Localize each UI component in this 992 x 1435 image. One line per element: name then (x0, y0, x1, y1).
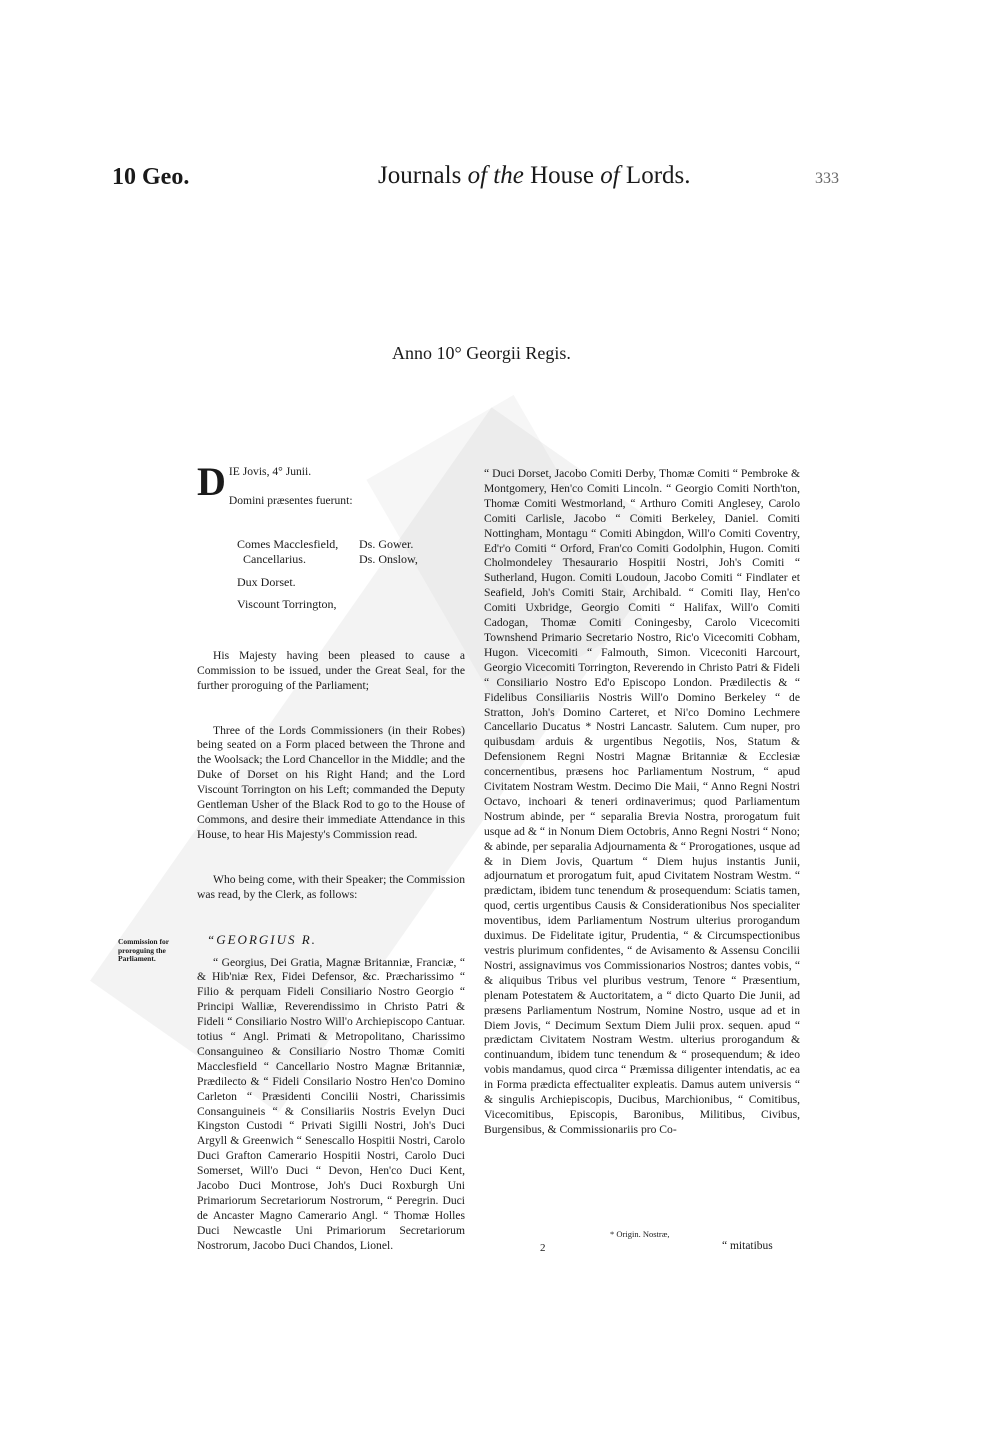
title-part-2: of (467, 162, 488, 189)
catchword: “ mitatibus (722, 1240, 773, 1252)
name-entry: Dux Dorset. (237, 574, 296, 589)
title-part-5: of (593, 162, 626, 189)
title-part-3: the (487, 162, 531, 189)
name-entry: Comes Macclesfield, (237, 536, 339, 551)
page-number: 333 (815, 170, 839, 187)
title-part-1: Journals (378, 162, 468, 189)
running-head-title (378, 162, 691, 190)
section-heading: Anno 10° Georgii Regis. (392, 343, 571, 363)
left-column (197, 459, 465, 1254)
lords-present-list (197, 537, 465, 649)
paragraph-commission-issued: His Majesty having been pleased to cause a Commission to be issued, under the Great Seal, for the further proroguing of the Parliament; (197, 648, 465, 692)
name-entry: Ds. Gower. (359, 536, 414, 551)
running-head-left: 10 Geo. (112, 164, 190, 190)
drop-cap: D (197, 459, 226, 504)
paragraph-lords-seated: Three of the Lords Commissioners (in their Robes) being seated on a Form placed between the Throne and the Woolsack; the Lord Chancellor in the Middle; and the Duke of Dorset on his Right Hand; and the Lord Viscount Torrington on his Left; commanded the Deputy Gentleman Usher of the Black Rod to go to the House of Commons, and desire their immediate Attendance in this House, to hear His Majesty's Commission read. (197, 723, 465, 841)
present-line: Domini præsentes fuerunt: (228, 493, 353, 507)
name-entry: Viscount Torrington, (237, 596, 337, 611)
commission-text-left: “ Georgius, Dei Gratia, Magnæ Britanniæ, Franciæ, “ & Hib'niæ Rex, Fidei Defensor, &c. Præcharissimo “ Filio & perquam Fideli Consiliario Nostro Georgio “ Principi Walliæ, Reverendissimo in Christo Patri & Fideli “ Consiliario Nostro Will'o Archiepiscopo Cantuar. totius “ Angl. Primati & Metropolitano, Charissimo Consanguineo & Consiliario Nostro Thomæ Comiti Macclesfield “ Cancellario Nostro Magnæ Britanniæ, Prædilecto & “ Fideli Consilario Nostro Hen'co Domino Carleton “ Præsidenti Concilii Nostri, Charissimis Consanguineis “ & Consiliariis Nostris Evelyn Duci Kingston Custodi “ Privati Sigilli Nostri, Joh's Duci Argyll & Greenwich “ Senescallo Hospitii Nostri, Carolo Duci Grafton Camerario Hospitii Nostri, Carolo Duci Somerset, Will'o Duci “ Devon, Hen'co Duci Kent, Jacobo Duci Montrose, Joh's Duci Roxburgh Uni Primariorum Secretariorum Nostrorum, “ Peregrin. Duci de Ancaster Magno Camerario Angl. “ Thomæ Holles Duci Newcastle Uni Primariorum Secretariorum Nostrorum, Jacobo Duci Chandos, Lionel. (197, 955, 465, 1252)
commission-text-right: “ Duci Dorset, Jacobo Comiti Derby, Thomæ Comiti “ Pembroke & Montgomery, Hen'co Comiti Lincoln. “ Georgio Comiti North'ton, Thomæ Comiti Westmorland, “ Arthuro Comiti Anglesey, Carolo Comiti Carlisle, Jacobo “ Comiti Berkeley, Daniel. Comiti Nottingham, Montagu “ Comiti Abingdon, Will'o Comiti Coventry, Ed'r'o Comiti “ Orford, Fran'co Comiti Godolphin, Hugon. Comiti Cholmondeley Thesaurario Hospitii Nostri, Joh's Comiti “ Sutherland, Hugon. Comiti Loudoun, Jacobo Comiti “ Findlater et Seafield, Joh's Comiti Stair, Archibald. “ Comiti Ilay, Hen'co Comiti Uxbridge, Georgio Comiti “ Halifax, Will'o Comiti Cadogan, Thomæ Comiti Coningesby, Carolo Vicecomiti Townshend Primario Secretario Nostro, Ric'o Vicecomiti Cobham, Hugon. Vicecomiti “ Falmouth, Simon. Viceconiti Harcourt, Georgio Vicecomiti Torrington, Reverendo in Christo Patri & Fideli “ Consiliario Nostro Ed'o Episcopo London. Prædilectis & “ Fidelibus Consiliariis Nostris Will'o Domino Berkeley “ de Stratton, Joh's Domino Carteret, et Ni'co Domino Lechmere Cancellario Ducatus * Nostri Lancastr. Salutem. Cum nuper, pro quibusdam arduis & urgentibus Negotiis, Nos, Statum & Defensionem Regni Nostri Magnæ Britanniæ & Ecclesiæ concernentibus, præsens hoc Parliamentum Nostrum, “ apud Civitatem Nostram Westm. Decimo Die Maii, “ Anno Regni Nostri Octavo, inchoari & teneri ordinaverimus; quod Parliamentum Nostrum abinde, per “ separalia Brevia Nostra, prorogatum fuit usque ad & “ in Nonum Diem Octobris, Anno Regni Nostri “ Nono; & abinde, per separalia Adjournamenta & “ Prorogationes, usque ad & in Diem Jovis, Quartum “ Diem hujus instantis Junii, adjournatum et prorogatum fuit, apud Civitatem Nostram Westm. “ prædictam, ibidem tunc tenendum & prosequendum: Sciatis tamen, quod, certis urgentibus Causis & Considerationibus Nos specialiter moventibus, idem Parliamentum Nostrum ulterius prorogandum duximus. De Fidelitate igitur, Prudentia, “ & Circumspectionibus vestris plurimum confidentes, “ de Avisamento & Assensu Concilii Nostri, assignavimus vos Commissionarios Nostros; dantes vobis, “ & aliquibus Tribus vel pluribus vestrum, Tenore “ Præsentium, plenam Potestatem & Auctoritatem, a “ dicto Quarto Die Junii, ad præsens Parliamentum Nostrum, Nomine Nostro, usque ad et in Diem Jovis, “ Decimum Sextum Diem Julii prox. sequen. apud “ prædictam Civitatem Nostram Westm. ulterius prorogandum & continuandum, ibidem tunc tenendum & “ prosequendum; & ideo vobis mandamus, quod circa “ Præmissa diligenter intendatis, ac ea in Forma prædicta effectualiter expleatis. Damus autem universis “ & singulis Archiepiscopis, Ducibus, Marchionibus, “ Comitibus, Vicecomitibus, Episcopis, Baronibus, Militibus, Civibus, Burgensibus, & Commissionariis pro Co- (484, 467, 800, 1136)
name-entry: Cancellarius. (243, 551, 306, 566)
footnote: * Origin. Nostræ, (610, 1229, 670, 1239)
title-part-4: House (530, 162, 594, 189)
margin-note: Commission for proroguing the Parliament. (118, 937, 169, 963)
name-entry: Ds. Onslow, (359, 551, 418, 566)
right-column (484, 467, 800, 1138)
date-line: IE Jovis, 4° Junii. (228, 465, 312, 478)
title-part-6: Lords. (625, 162, 691, 189)
commission-heading: “GEORGIUS R. (207, 931, 317, 947)
signature-mark: 2 (540, 1242, 546, 1254)
paragraph-commission-read: Who being come, with their Speaker; the Commission was read, by the Clerk, as follows: (197, 872, 465, 901)
